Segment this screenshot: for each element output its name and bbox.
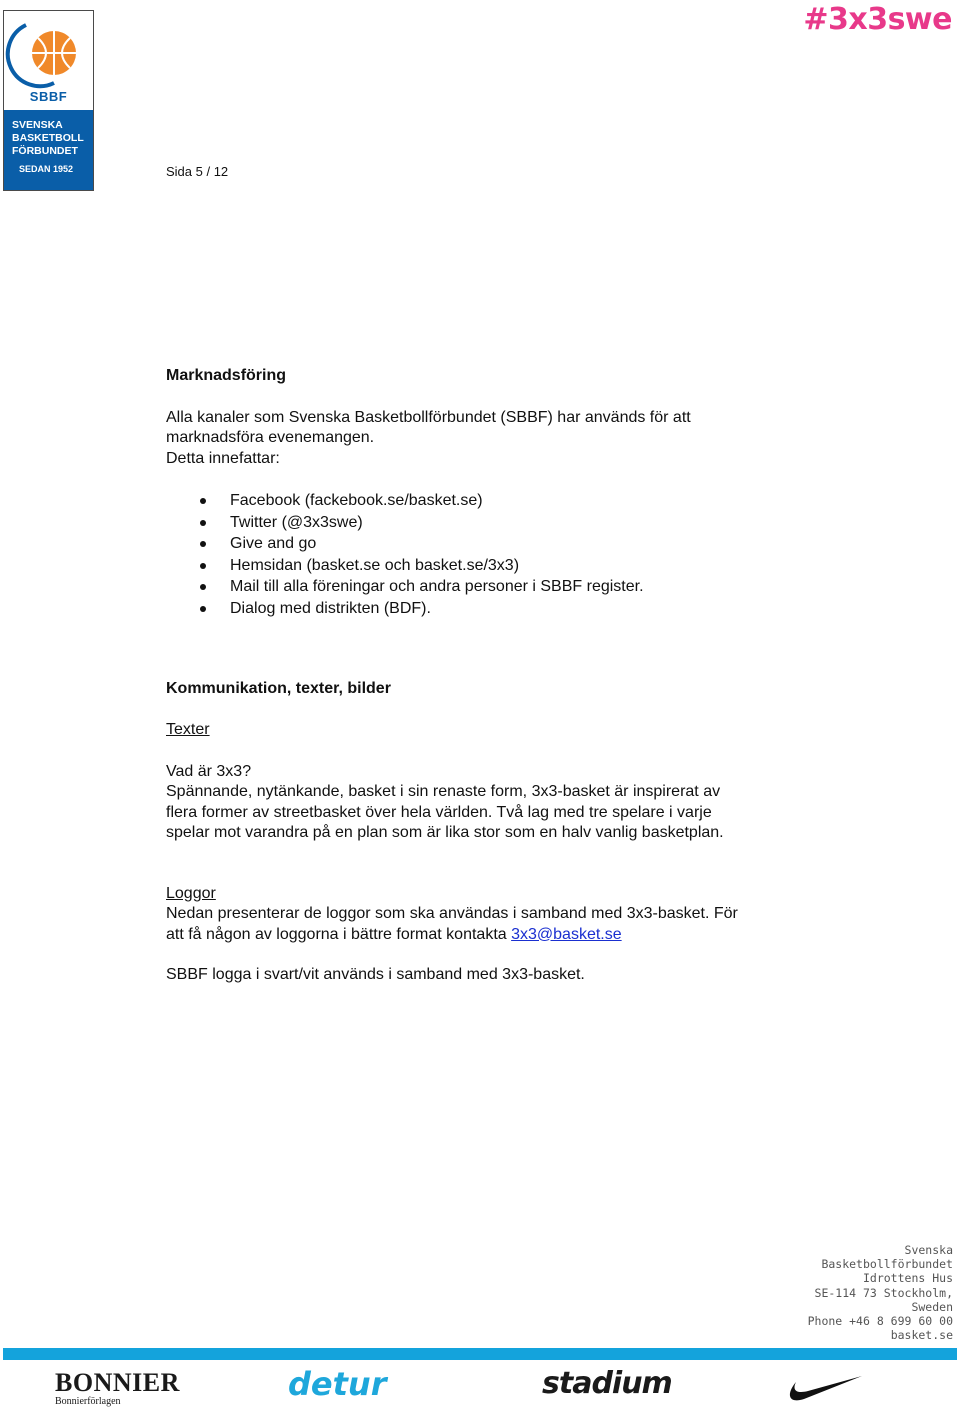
list-item: Dialog med distrikten (BDF). [166, 598, 826, 620]
address-line: Basketbollförbundet [821, 1257, 953, 1272]
address-line: Idrottens Hus [862, 1271, 953, 1286]
answer-line: flera former av streetbasket över hela världen. Två lag med tre spelare i varje [166, 803, 712, 821]
list-item: Facebook (fackebook.se/basket.se) [166, 490, 826, 512]
section-heading-kommunikation: Kommunikation, texter, bilder [166, 679, 391, 697]
list-item: Twitter (@3x3swe) [166, 512, 826, 534]
logo-abbr: SBBF [29, 89, 68, 104]
document-body [166, 366, 826, 986]
answer-line: spelar mot varandra på en plan som är lika stor som en halv vanlig basketplan. [166, 824, 724, 842]
address-line: SE-114 73 Stockholm, [814, 1285, 953, 1300]
sbbf-logo-note: SBBF logga i svart/vit används i samband med 3x3-basket. [166, 966, 585, 984]
subheading-texter: Texter [166, 721, 210, 739]
page-number: Sida 5 / 12 [166, 164, 229, 179]
address-line: Sweden [911, 1299, 953, 1314]
list-item: Give and go [166, 533, 826, 555]
bonnier-logo [55, 1370, 180, 1408]
list-item: Hemsidan (basket.se och basket.se/3x3) [166, 555, 826, 577]
section-heading-marknadsforing: Marknadsföring [166, 367, 287, 384]
intro-text [166, 408, 826, 470]
answer-text [166, 782, 826, 844]
loggor-line: Nedan presenterar de loggor som ska användas i samband med 3x3-basket. För [166, 905, 738, 923]
logo-name-line: BASKETBOLL [12, 132, 84, 144]
intro-line: Alla kanaler som Svenska Basketbollförbundet (SBBF) har används för att [166, 408, 691, 426]
footer-bar [3, 1348, 957, 1360]
intro-line: marknadsföra evenemangen. [166, 429, 375, 446]
question-text: Vad är 3x3? [166, 762, 252, 780]
loggor-text [166, 904, 826, 945]
logo-since: SEDAN 1952 [19, 164, 74, 174]
logo-name [12, 119, 92, 158]
list-item: Mail till alla föreningar och andra personer i SBBF register. [166, 576, 826, 598]
answer-line: Spännande, nytänkande, basket i sin renaste form, 3x3-basket är inspirerat av [166, 783, 721, 801]
address-line: Phone +46 8 699 60 00 [807, 1314, 953, 1329]
nike-swoosh-icon [784, 1372, 864, 1404]
stadium-logo: stadium [542, 1366, 672, 1401]
bonnier-subtitle: Bonnierförlagen [55, 1396, 121, 1407]
intro-line: Detta innefattar: [166, 449, 280, 467]
subheading-loggor: Loggor [166, 884, 216, 902]
bonnier-name: BONNIER [55, 1368, 180, 1397]
hashtag-logo: #3x3swe [803, 2, 952, 37]
address-line: basket.se [890, 1328, 953, 1343]
logo-name-line: FÖRBUNDET [12, 145, 78, 157]
detur-logo: detur [288, 1365, 387, 1403]
sbbf-logo [3, 10, 94, 191]
channel-list [166, 490, 826, 620]
logo-name-line: SVENSKA [12, 119, 63, 131]
address-block [808, 1243, 953, 1342]
address-line: Svenska [904, 1243, 953, 1257]
email-link[interactable]: 3x3@basket.se [511, 925, 622, 943]
basketball-icon [4, 11, 95, 89]
loggor-line: att få någon av loggorna i bättre format kontakta [166, 925, 512, 943]
